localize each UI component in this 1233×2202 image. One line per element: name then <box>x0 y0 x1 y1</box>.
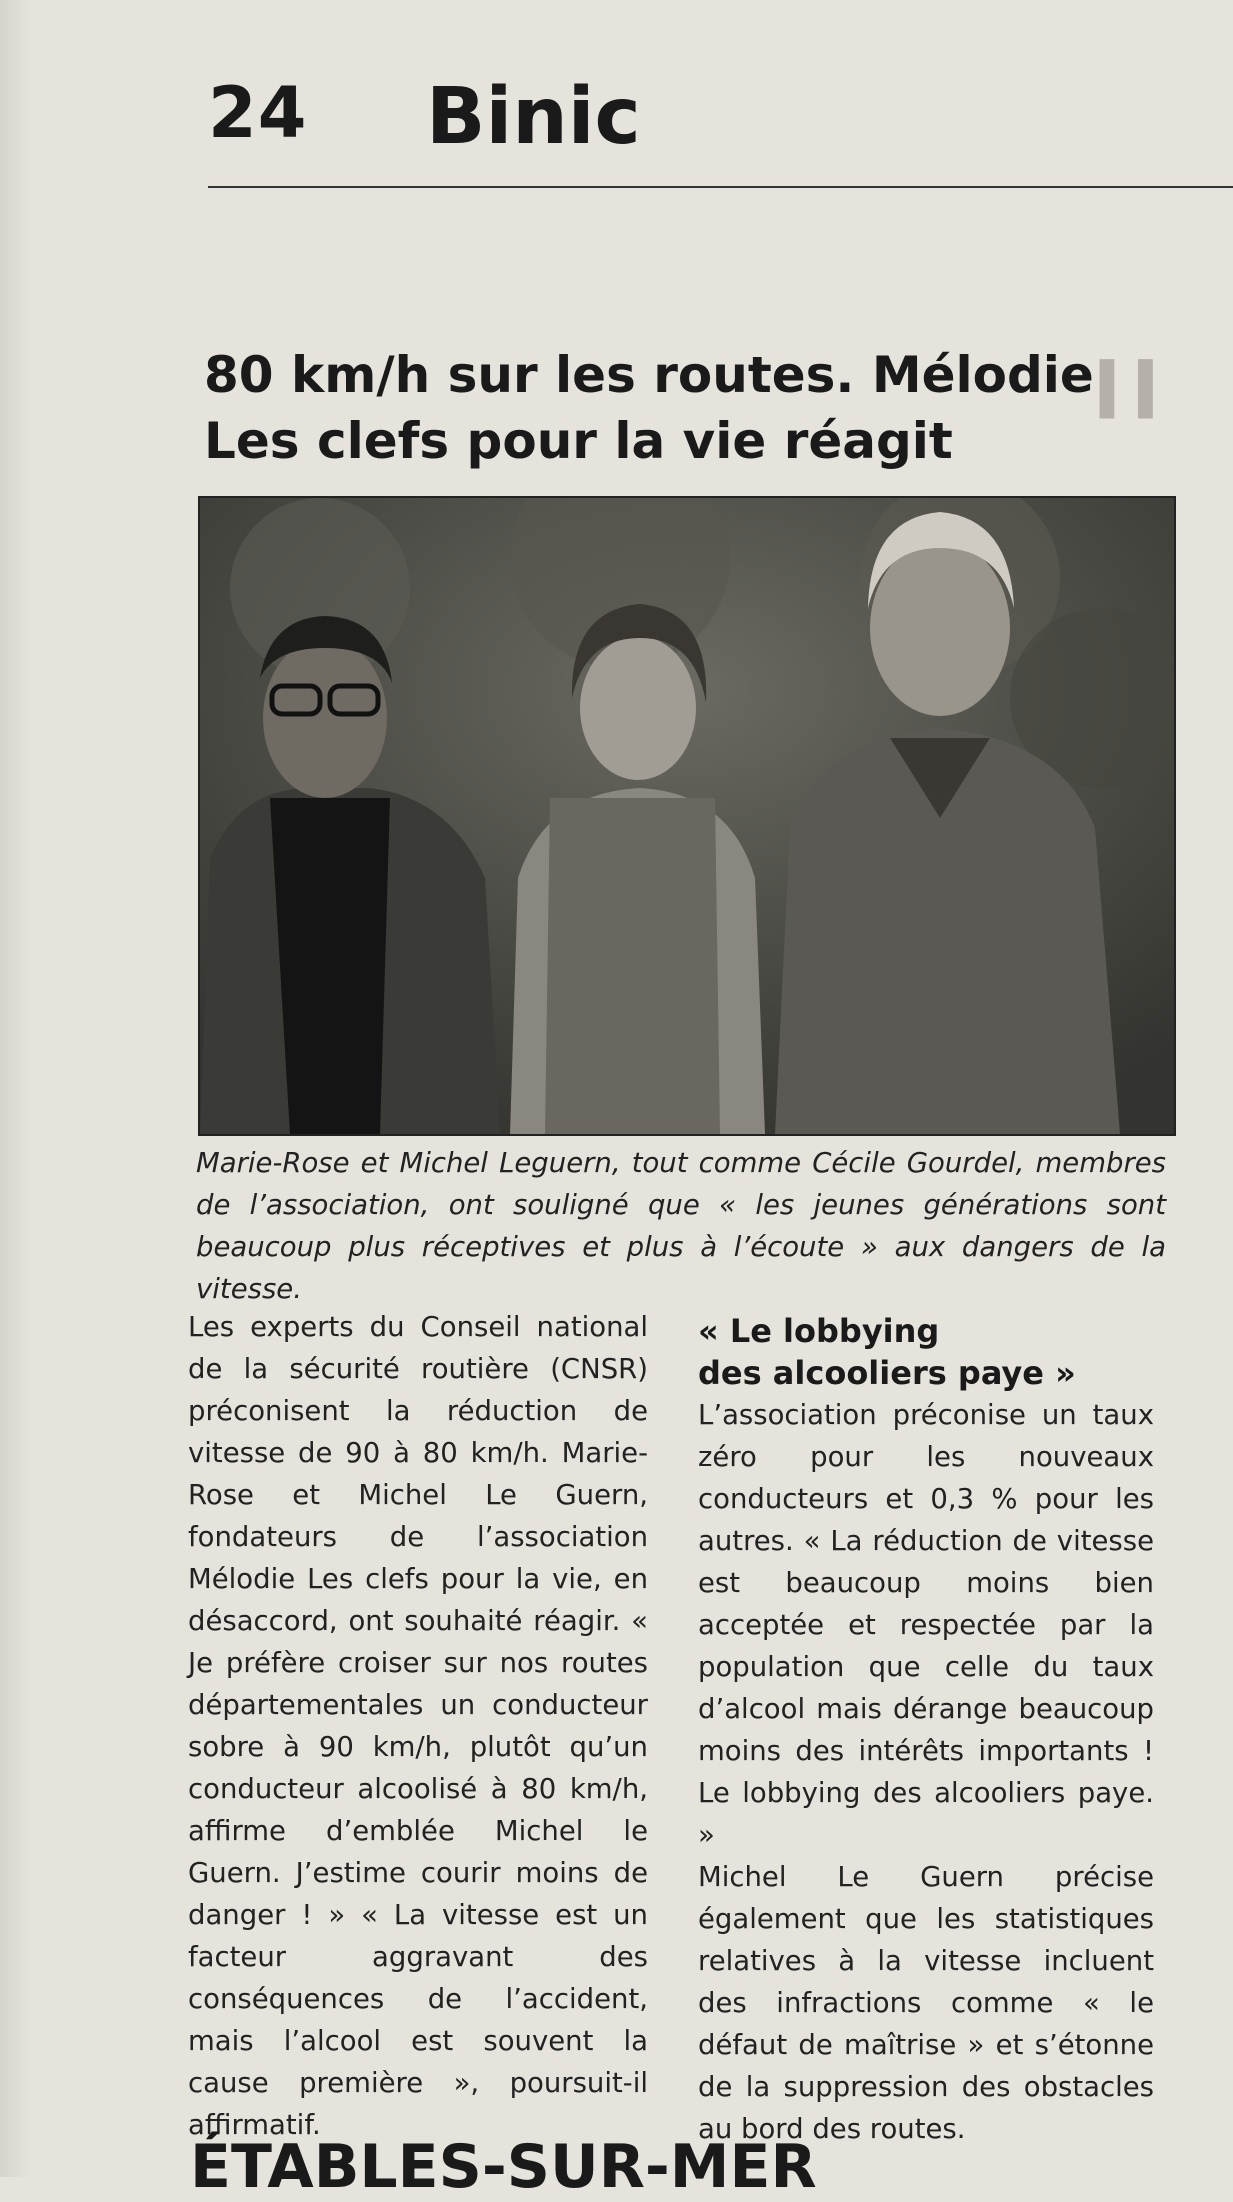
headline-line-1: 80 km/h sur les routes. Mélodie <box>204 346 1094 404</box>
article-column-right <box>698 1310 1154 2150</box>
page-number: 24 <box>208 72 308 154</box>
photo-caption: Marie-Rose et Michel Leguern, tout comme Cécile Gourdel, membres de l’association, ont souligné que « les jeunes générations sont beaucoup plus réceptives et plus à l’écoute » aux dangers de la vitesse. <box>196 1147 1166 1305</box>
headline-line-2: Les clefs pour la vie réagit <box>204 412 953 470</box>
subheading-line-2: des alcooliers paye » <box>698 1354 1076 1392</box>
body-paragraph: Les experts du Conseil national de la sécurité routière (CNSR) préconisent la réduction de vitesse de 90 à 80 km/h. Marie-Rose et Michel Le Guern, fondateurs de l’association Mélodie Les clefs pour la vie, en désaccord, ont souhaité réagir. « Je préfère croiser sur nos routes départementales un conducteur sobre à 90 km/h, plutôt qu’un conducteur alcoolisé à 80 km/h, affirme d’emblée Michel le Guern. J’estime courir moins de danger ! » « La vitesse est un facteur aggravant des conséquences de l’accident, mais l’alcool est souvent la cause première », poursuit-il affirmatif. <box>188 1311 648 2141</box>
body-paragraph: L’association préconise un taux zéro pour les nouveaux conducteurs et 0,3 % pour les autres. « La réduction de vitesse est beaucoup moins bien acceptée et respectée par la population que celle du taux d’alcool mais dérange beaucoup moins des intérêts importants ! Le lobbying des alcooliers paye. » <box>698 1399 1154 1851</box>
article-photo <box>198 496 1176 1136</box>
article-column-left <box>188 1306 648 2146</box>
photo-illustration <box>200 498 1174 1134</box>
section-title: Binic <box>426 72 641 162</box>
page-binding-edge <box>0 0 30 2177</box>
bleed-through-top: ▍▍ <box>1100 360 1177 418</box>
header-rule <box>208 186 1233 188</box>
next-article-heading: ÉTABLES-SUR-MER <box>190 2132 817 2202</box>
body-paragraph: Michel Le Guern précise également que les statistiques relatives à la vitesse incluent des infractions comme « le défaut de maîtrise » et s’étonne de la suppression des obstacles au bord des routes. <box>698 1861 1154 2145</box>
article-headline <box>204 342 1164 474</box>
subheading-line-1: « Le lobbying <box>698 1312 940 1350</box>
